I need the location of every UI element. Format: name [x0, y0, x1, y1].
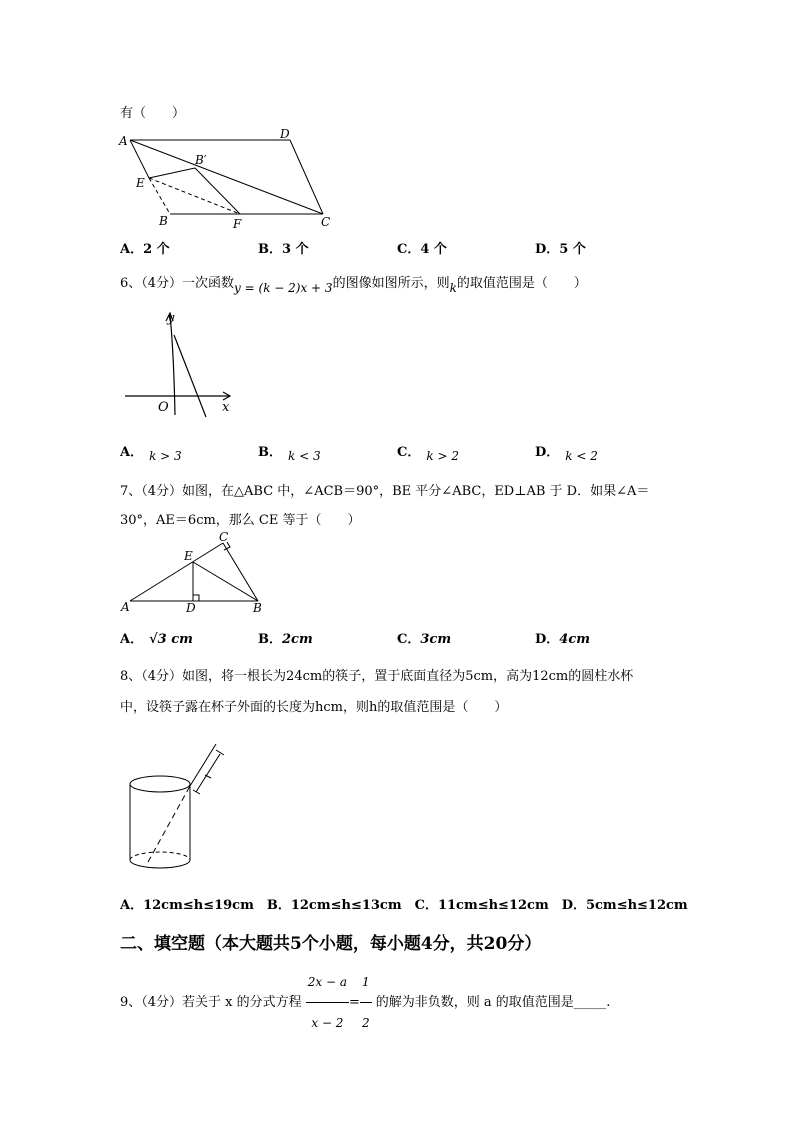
- label-F: F: [233, 217, 242, 231]
- q6-formula: y = (k − 2)x + 3: [234, 281, 333, 295]
- q7-option-a[interactable]: A． √3 cm: [120, 632, 193, 647]
- q7-option-d[interactable]: D．4cm: [535, 632, 590, 647]
- label-B: B: [253, 601, 262, 615]
- q7-question-line1: 7、（4分）如图，在△ABC 中，∠ACB＝90°，BE 平分∠ABC，ED⊥AB 于 D．如果∠A＝: [120, 484, 650, 499]
- q8-cylinder-figure: [120, 740, 240, 875]
- q5-parallelogram-figure: [115, 122, 345, 232]
- label-x: x: [222, 400, 230, 415]
- label-B: B: [159, 214, 168, 228]
- q9-fraction-2: $\frac{1}{2}$: [360, 962, 372, 1043]
- label-A: A: [119, 134, 128, 148]
- q5-tail-text: 有（ ）: [120, 106, 186, 121]
- q9-question: 9、（4分）若关于 x 的分式方程 $\frac{2x - a}{x - 2}$ = $\frac{1}{2}$ 的解为非负数，则 a 的取值范围是_____.: [120, 962, 610, 1043]
- q6-function-graph: [120, 305, 240, 420]
- q6-option-c[interactable]: C． k > 2: [397, 445, 459, 463]
- q6-option-a[interactable]: A． k > 3: [120, 445, 182, 463]
- q7-option-c[interactable]: C．3cm: [397, 632, 452, 647]
- label-O: O: [158, 400, 169, 415]
- q6-question: 6、（4分）一次函数y = (k − 2)x + 3的图像如图所示，则k的取值范围是（ ）: [120, 276, 587, 295]
- label-C: C: [321, 215, 331, 229]
- q8-question-line2: 中，设筷子露在杯子外面的长度为hcm，则h的取值范围是（ ）: [120, 700, 508, 715]
- q5-option-a[interactable]: A．2 个: [120, 242, 170, 257]
- q6-var-k: k: [449, 281, 457, 295]
- q8-question-line1: 8、（4分）如图，将一根长为24cm的筷子，置于底面直径为5cm，高为12cm的圆柱水杯: [120, 669, 634, 684]
- label-D: D: [280, 127, 290, 141]
- q7-question-line2: 30°，AE＝6cm，那么 CE 等于（ ）: [120, 513, 361, 528]
- q6-option-b[interactable]: B． k < 3: [258, 445, 321, 463]
- q8-options[interactable]: A．12cm≤h≤19cm B．12cm≤h≤13cm C．11cm≤h≤12cm D．5cm≤h≤12cm: [120, 898, 688, 913]
- q6-option-d[interactable]: D． k < 2: [535, 445, 598, 463]
- q7-triangle-figure: [118, 530, 278, 618]
- label-E: E: [184, 549, 193, 563]
- label-E: E: [136, 176, 145, 190]
- label-B-prime: B′: [195, 153, 207, 167]
- label-y: y: [167, 311, 175, 326]
- label-A: A: [121, 600, 130, 614]
- q5-option-b[interactable]: B．3 个: [258, 242, 309, 257]
- q7-option-b[interactable]: B．2cm: [258, 632, 313, 647]
- label-D: D: [186, 601, 196, 615]
- q9-fraction-1: $\frac{2x - a}{x - 2}$: [306, 962, 349, 1043]
- section-title-fill-in: 二、填空题（本大题共5个小题，每小题4分，共20分）: [120, 934, 542, 954]
- q5-option-c[interactable]: C．4 个: [397, 242, 447, 257]
- label-C: C: [219, 530, 229, 544]
- q5-option-d[interactable]: D．5 个: [535, 242, 586, 257]
